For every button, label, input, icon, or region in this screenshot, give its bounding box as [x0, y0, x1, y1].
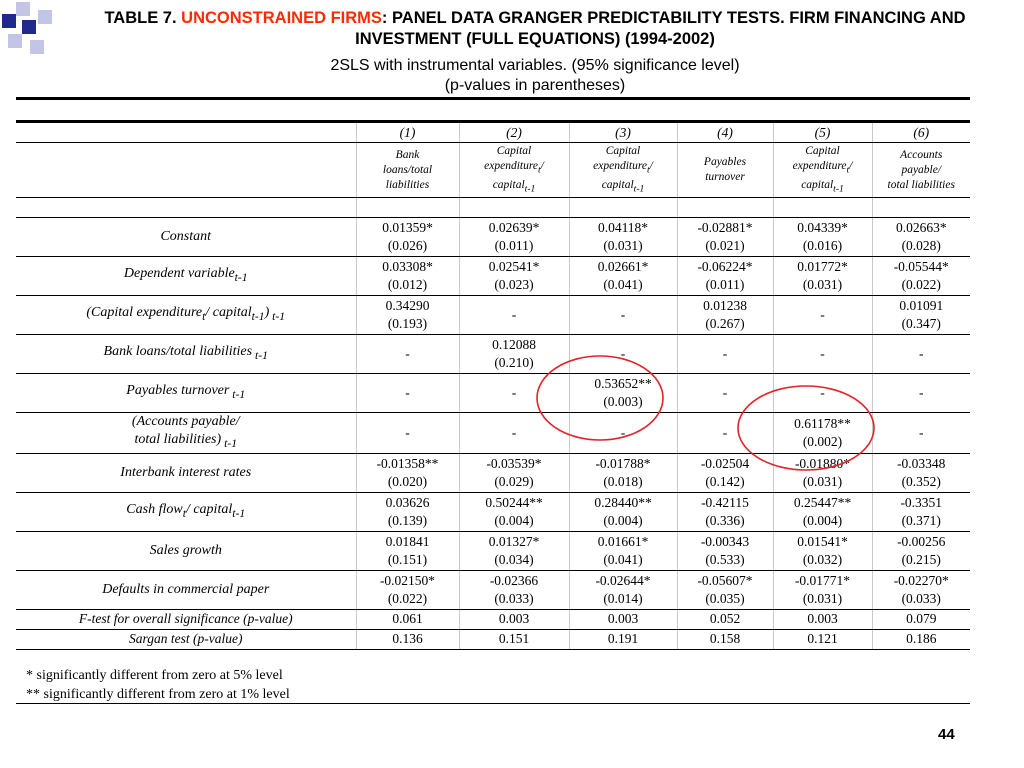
p-value: (0.020) [387, 473, 428, 489]
coefficient-value: 0.01772* [797, 259, 848, 274]
coefficient-value: 0.04118* [597, 220, 649, 235]
p-value: (0.031) [802, 473, 843, 489]
footnote-rule [16, 703, 970, 704]
subscript: t-1 [234, 270, 248, 284]
coefficient-value: 0.01841 [385, 533, 430, 549]
coefficient-cell [872, 374, 970, 413]
page-number: 44 [938, 726, 955, 743]
coefficient-value: -0.05544* [893, 259, 949, 274]
stat-cell [677, 609, 773, 629]
row-label [16, 609, 356, 629]
p-value: (0.026) [387, 238, 428, 253]
row-label-text: Sargan test (p-value) [129, 631, 243, 647]
stat-value: 0.121 [807, 631, 838, 647]
coefficient-value: 0.01327* [488, 533, 540, 549]
stat-cell [677, 629, 773, 649]
table-row [16, 335, 970, 374]
coefficient-value: - [919, 385, 924, 400]
coefficient-value: -0.02881* [697, 220, 753, 235]
subtitle-line-2: (p-values in parentheses) [444, 77, 626, 94]
coefficient-value: - [820, 346, 825, 361]
p-value: (0.352) [901, 473, 941, 489]
subscript: t [202, 309, 206, 323]
p-value: (0.371) [901, 512, 941, 528]
stat-value: 0.191 [607, 631, 639, 647]
title-rule [16, 97, 970, 100]
coefficient-cell [872, 257, 970, 296]
p-value: (0.035) [705, 590, 745, 606]
test-statistic-rows [16, 609, 970, 649]
stat-value: 0.003 [807, 611, 838, 627]
coefficient-cell [569, 335, 677, 374]
row-label [16, 629, 356, 649]
coefficient-value: -0.03348 [897, 455, 946, 471]
column-header: (5) [773, 122, 872, 143]
p-value: (0.004) [802, 512, 843, 528]
row-label-text: (Capital expenditure [86, 305, 203, 321]
stat-row [16, 629, 970, 649]
row-label-text: ) [264, 305, 270, 321]
stat-value: 0.079 [906, 611, 937, 627]
column-description: Payables turnover [677, 143, 773, 198]
stat-cell [356, 609, 459, 629]
coefficient-cell [677, 413, 773, 454]
slide-subtitle [60, 56, 1010, 96]
stat-value: 0.003 [607, 611, 639, 627]
subscript: t [182, 506, 186, 520]
coefficient-cell [459, 413, 569, 454]
coefficient-cell [569, 413, 677, 454]
coefficient-cell [569, 257, 677, 296]
coefficient-cell [356, 218, 459, 257]
p-value: (0.533) [705, 551, 745, 567]
coefficient-cell [356, 257, 459, 296]
coefficient-cell [677, 296, 773, 335]
coefficient-cell [356, 335, 459, 374]
p-value: (0.210) [494, 355, 534, 370]
coefficient-cell [356, 296, 459, 335]
coefficient-value: -0.06224* [697, 259, 753, 274]
p-value: (0.004) [494, 512, 534, 528]
coefficient-value: 0.01091 [899, 298, 944, 313]
coefficient-cell [569, 492, 677, 531]
stat-cell [773, 629, 872, 649]
subscript: t-1 [269, 309, 286, 323]
p-value: (0.032) [802, 551, 843, 567]
p-value: (0.033) [494, 590, 534, 606]
coefficient-cell [872, 492, 970, 531]
table-row [16, 218, 970, 257]
coefficient-value: 0.02639* [488, 220, 540, 235]
p-value: (0.267) [705, 316, 745, 331]
coefficient-cell [872, 453, 970, 492]
column-header: (3) [569, 122, 677, 143]
coefficient-cell [773, 453, 872, 492]
stat-cell [872, 629, 970, 649]
table-row [16, 413, 970, 454]
p-value: (0.014) [603, 590, 643, 606]
row-label [16, 453, 356, 492]
p-value: (0.041) [603, 551, 643, 567]
coefficient-cell [677, 492, 773, 531]
coefficient-value: 0.02661* [597, 259, 649, 274]
p-value: (0.347) [901, 316, 941, 331]
column-number-row [16, 122, 970, 143]
coefficient-cell [773, 413, 872, 454]
p-value: (0.031) [603, 238, 643, 253]
coefficient-value: - [620, 307, 626, 322]
p-value: (0.021) [705, 238, 745, 253]
corner-logo-squares [0, 0, 60, 60]
p-value: (0.023) [494, 277, 534, 292]
coefficient-value: - [511, 385, 517, 400]
coefficient-value: -0.02150* [379, 572, 436, 588]
dependent-variable-row [16, 143, 970, 198]
coefficient-value: 0.50244** [485, 494, 543, 510]
stat-cell [356, 629, 459, 649]
p-value: (0.041) [603, 277, 643, 292]
coefficient-cell [677, 531, 773, 570]
coefficient-value: -0.00343 [700, 533, 750, 549]
row-label-text: Interbank interest rates [120, 464, 252, 480]
coefficient-value: - [820, 307, 825, 322]
table-row [16, 531, 970, 570]
coefficient-value: 0.34290 [385, 298, 430, 313]
subtitle-line-1: 2SLS with instrumental variables. (95% significance level) [330, 57, 740, 74]
coefficient-cell [872, 570, 970, 609]
coefficient-cell [773, 296, 872, 335]
coefficient-value: - [620, 424, 626, 440]
coefficient-cell [677, 570, 773, 609]
p-value: (0.029) [494, 473, 534, 489]
column-header: (2) [459, 122, 569, 143]
coefficient-cell [356, 531, 459, 570]
corner-cell [16, 143, 356, 198]
row-label [16, 531, 356, 570]
coefficient-value: 0.53652** [594, 376, 652, 391]
row-label [16, 492, 356, 531]
coefficient-value: - [919, 424, 924, 440]
coefficient-cell [677, 335, 773, 374]
coefficient-cell [872, 218, 970, 257]
coefficient-rows [16, 218, 970, 610]
coefficient-value: - [405, 346, 410, 361]
p-value: (0.012) [387, 277, 428, 292]
p-value: (0.031) [802, 277, 843, 292]
coefficient-value: -0.05607* [697, 572, 753, 588]
coefficient-cell [872, 335, 970, 374]
coefficient-cell [773, 570, 872, 609]
coefficient-cell [773, 531, 872, 570]
stat-value: 0.052 [709, 611, 741, 627]
coefficient-value: -0.02644* [595, 572, 651, 588]
p-value: (0.034) [494, 551, 534, 567]
coefficient-cell [459, 218, 569, 257]
coefficient-value: -0.02366 [489, 572, 539, 588]
coefficient-value: 0.02663* [895, 220, 947, 235]
row-label [16, 374, 356, 413]
column-header: (6) [872, 122, 970, 143]
title-highlight: UNCONSTRAINED FIRMS [181, 9, 382, 27]
coefficient-value: -0.00256 [897, 533, 946, 549]
coefficient-cell [677, 257, 773, 296]
stat-value: 0.186 [906, 631, 937, 647]
subscript: t-1 [232, 506, 246, 520]
stat-cell [569, 629, 677, 649]
row-label-text: Bank loans/total liabilities [103, 344, 253, 360]
coefficient-cell [356, 453, 459, 492]
coefficient-value: -0.01358** [376, 455, 439, 471]
table-row [16, 492, 970, 531]
coefficient-value: - [511, 424, 517, 440]
stat-value: 0.003 [498, 611, 530, 627]
coefficient-cell [569, 296, 677, 335]
coefficient-cell [677, 218, 773, 257]
coefficient-value: - [722, 346, 728, 361]
row-label [16, 413, 356, 454]
coefficient-cell [356, 492, 459, 531]
p-value: (0.002) [802, 433, 843, 449]
coefficient-cell [459, 453, 569, 492]
row-label [16, 296, 356, 335]
coefficient-cell [356, 570, 459, 609]
title-prefix: TABLE 7. [104, 9, 177, 27]
subscript: t-1 [221, 436, 238, 450]
coefficient-cell [459, 374, 569, 413]
p-value: (0.033) [901, 590, 941, 606]
row-label [16, 335, 356, 374]
p-value: (0.003) [603, 394, 643, 409]
row-label-text: Sales growth [149, 542, 222, 558]
p-value: (0.018) [603, 473, 643, 489]
subscript: t-1 [229, 387, 246, 401]
coefficient-cell [569, 374, 677, 413]
coefficient-value: 0.12088 [492, 337, 536, 352]
coefficient-value: 0.03626 [385, 494, 430, 510]
p-value: (0.139) [387, 512, 428, 528]
coefficient-cell [459, 492, 569, 531]
coefficient-value: -0.42115 [701, 494, 749, 510]
row-label-text: Constant [160, 229, 212, 244]
table-row [16, 453, 970, 492]
coefficient-cell [356, 413, 459, 454]
row-label-text: / capital [205, 305, 252, 321]
coefficient-cell [459, 335, 569, 374]
coefficient-value: 0.01541* [797, 533, 848, 549]
row-label-text: Payables turnover [126, 383, 230, 399]
row-label [16, 257, 356, 296]
coefficient-value: -0.3351 [900, 494, 943, 510]
coefficient-value: -0.01788* [595, 455, 651, 471]
p-value: (0.028) [901, 238, 941, 253]
stat-cell [872, 609, 970, 629]
coefficient-value: 0.04339* [797, 220, 848, 235]
slide-title [60, 8, 1010, 50]
coefficient-value: 0.28440** [594, 494, 652, 510]
coefficient-value: - [511, 307, 517, 322]
table-row [16, 570, 970, 609]
coefficient-value: 0.25447** [793, 494, 852, 510]
p-value: (0.011) [705, 277, 745, 292]
title-rest: : PANEL DATA GRANGER PREDICTABILITY TESTS. FIRM FINANCING AND INVESTMENT (FULL EQUATIONS) (1994-2002) [355, 9, 966, 48]
table-row [16, 296, 970, 335]
coefficient-cell [356, 374, 459, 413]
stat-row [16, 609, 970, 629]
coefficient-value: -0.01880* [794, 455, 851, 471]
row-label-text: Defaults in commercial paper [102, 581, 270, 597]
row-label-text: Cash flow [126, 501, 183, 517]
column-description: Capital expenditure$_t$/ capital$_{t-1}$ [773, 143, 872, 198]
coefficient-cell [459, 531, 569, 570]
coefficient-cell [677, 374, 773, 413]
row-label-text: / capital [185, 501, 233, 517]
stat-cell [459, 609, 569, 629]
spacer-row [16, 198, 970, 218]
subscript: t-1 [251, 309, 265, 323]
column-header: (1) [356, 122, 459, 143]
coefficient-value: 0.01359* [382, 220, 433, 235]
coefficient-value: -0.01771* [794, 572, 851, 588]
stat-value: 0.061 [392, 611, 423, 627]
column-description: Bank loans/total liabilities [356, 143, 459, 198]
p-value: (0.193) [387, 316, 428, 331]
coefficient-cell [872, 531, 970, 570]
p-value: (0.151) [387, 551, 428, 567]
coefficient-value: - [919, 346, 924, 361]
p-value: (0.011) [494, 238, 534, 253]
coefficient-value: - [722, 385, 728, 400]
p-value: (0.215) [901, 551, 941, 567]
coefficient-value: - [405, 385, 410, 400]
stat-value: 0.158 [709, 631, 741, 647]
coefficient-cell [569, 453, 677, 492]
column-description: Accounts payable/ total liabilities [872, 143, 970, 198]
coefficient-value: -0.02270* [893, 572, 949, 588]
coefficient-cell [773, 335, 872, 374]
coefficient-value: 0.01661* [597, 533, 649, 549]
coefficient-cell [459, 296, 569, 335]
results-table [16, 120, 970, 650]
row-label-text: Dependent variable [123, 266, 235, 282]
row-label-text: F-test for overall significance (p-value) [78, 611, 293, 627]
subscript: t-1 [252, 348, 268, 362]
corner-cell [16, 122, 356, 143]
column-description: Capital expenditure$_t$/ capital$_{t-1}$ [569, 143, 677, 198]
stat-cell [569, 609, 677, 629]
coefficient-value: - [620, 346, 626, 361]
p-value: (0.022) [387, 590, 428, 606]
stat-cell [459, 629, 569, 649]
footnote: * significantly different from zero at 5% level [26, 668, 283, 683]
coefficient-value: - [820, 385, 825, 400]
p-value: (0.142) [705, 473, 745, 489]
p-value: (0.336) [705, 512, 745, 528]
column-header: (4) [677, 122, 773, 143]
coefficient-value: 0.03308* [382, 259, 433, 274]
coefficient-cell [569, 531, 677, 570]
coefficient-cell [569, 570, 677, 609]
column-description: Capital expenditure$_t$/ capital$_{t-1}$ [459, 143, 569, 198]
coefficient-cell [773, 492, 872, 531]
coefficient-value: - [405, 424, 410, 440]
p-value: (0.022) [901, 277, 941, 292]
coefficient-value: 0.01238 [703, 298, 747, 313]
coefficient-cell [569, 218, 677, 257]
coefficient-value: 0.61178** [794, 415, 851, 431]
coefficient-cell [459, 570, 569, 609]
table-row [16, 374, 970, 413]
row-label [16, 218, 356, 257]
coefficient-value: -0.03539* [486, 455, 542, 471]
footnote: ** significantly different from zero at 1% level [26, 687, 290, 702]
coefficient-value: 0.02541* [488, 259, 540, 274]
row-label-text: total liabilities) [134, 432, 222, 447]
coefficient-value: -0.02504 [700, 455, 750, 471]
coefficient-cell [677, 453, 773, 492]
p-value: (0.031) [802, 590, 843, 606]
footnotes [26, 666, 290, 704]
coefficient-cell [872, 296, 970, 335]
stat-cell [773, 609, 872, 629]
p-value: (0.004) [603, 512, 643, 528]
row-label [16, 570, 356, 609]
coefficient-cell [773, 374, 872, 413]
coefficient-cell [773, 257, 872, 296]
coefficient-cell [459, 257, 569, 296]
stat-value: 0.136 [392, 631, 423, 647]
coefficient-cell [773, 218, 872, 257]
stat-value: 0.151 [498, 631, 530, 647]
coefficient-cell [872, 413, 970, 454]
table-row [16, 257, 970, 296]
p-value: (0.016) [802, 238, 843, 253]
coefficient-value: - [722, 424, 728, 440]
row-label-text: (Accounts payable/ [131, 414, 240, 429]
